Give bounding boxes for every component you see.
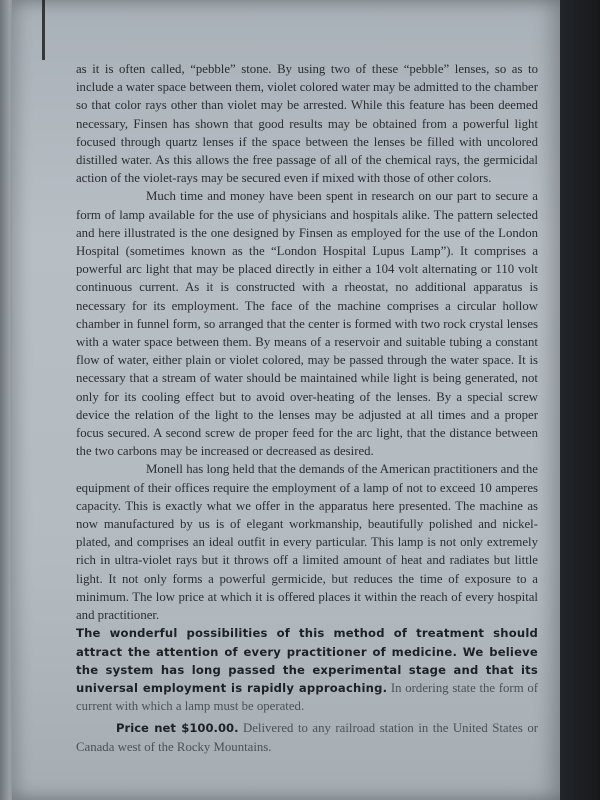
ordering-note: In ordering state the form of current with which a lamp must be operated. [76,680,539,714]
page-text-body [76,60,538,756]
document-page [12,0,564,800]
page-fold-mark [42,0,45,60]
bold-statement: The wonderful possibilities of this method of treatment should attract the attention of every practitioner of medicine. We believe the system has long passed the experimental stage and that its universal employment is rapidly approaching. [76,626,538,695]
price-label: Price net $100.00. [116,721,239,736]
background-right-edge [560,0,600,800]
delivery-note: Delivered to any railroad station in the United States or Canada west of the Rocky Mountains. [76,721,538,754]
paragraph-closing [76,624,538,715]
paragraph-lupus-lamp: Much time and money have been spent in research on our part to secure a form of lamp available for the use of physicians and hospitals alike. The pattern selected and here illustrated is the one designed by Finsen as employed for the use of the London Hospital (sometimes known as the “London Hospital Lupus Lamp”). It comprises a powerful arc light that may be placed directly in either a 104 volt alternating or 110 volt continuous current. As it is constructed with a rheostat, no additional apparatus is necessary for its employment. The face of the machine comprises a circular hollow chamber in funnel form, so arranged that the center is formed with two rock crystal lenses with a water space between them. By means of a reservoir and suitable tubing a constant flow of water, either plain or violet colored, may be passed through the water space. It is necessary that a stream of water should be maintained while light is being generated, not only for its cooling effect but to avoid over-heating of the lenses. By a special screw device the relation of the light to the lenses may be adjusted at all times and a proper focus secured. A second screw de proper feed for the arc light, that the distance between the two carbons may be increased or decreased as desired. [76,189,538,459]
paragraph-pebble-lenses: as it is often called, “pebble” stone. By using two of these “pebble” lenses, so as to include a water space between them, violet colored water may be admitted to the chamber so that color rays other than violet may be arrested. While this feature has been deemed necessary, Finsen has shown that good results may be obtained from a powerful light focused through quartz lenses if the space between the lenses be filled with uncolored distilled water. As this allows the free passage of all of the chemical rays, the germicidal action of the violet-rays may be secured even if mixed with those of other colors. [76,62,538,186]
paragraph-price [76,719,538,755]
paragraph-monell: Monell has long held that the demands of the American practitioners and the equipment of their offices require the employment of a lamp of not to exceed 10 amperes capacity. This is exactly what we offer in the apparatus here presented. The machine as now manufactured by us is of elegant workmanship, beautifully polished and nickel-plated, and comprises an ideal outfit in every particular. This lamp is not only extremely rich in ultra-violet rays but it throws off a limited amount of heat and radiates but little light. It not only forms a powerful germicide, but reduces the time of exposure to a minimum. The low price at which it is offered places it within the reach of every hospital and practitioner. [76,462,538,623]
